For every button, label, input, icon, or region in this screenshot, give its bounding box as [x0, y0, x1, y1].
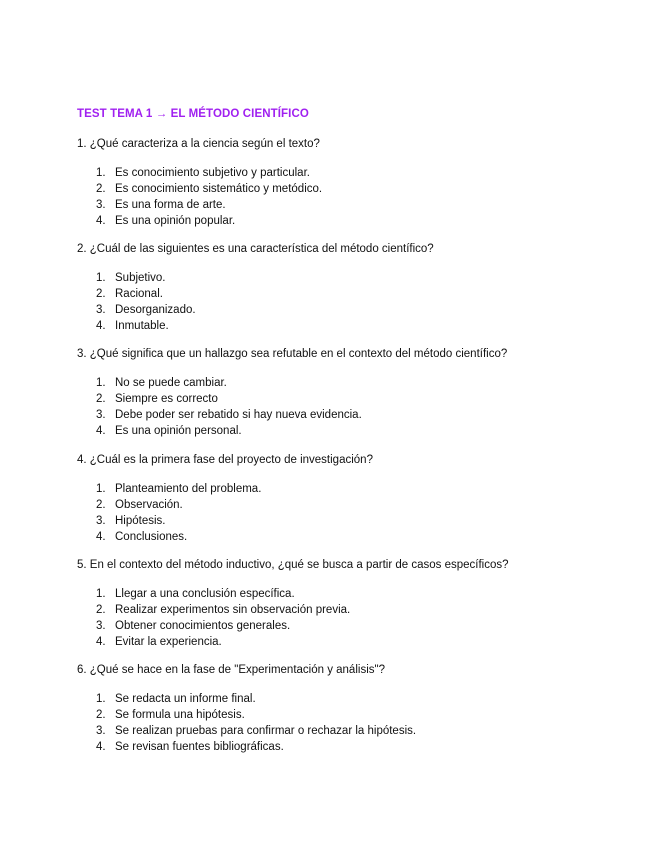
option-number: 1.	[96, 272, 106, 284]
option-number: 4.	[96, 425, 106, 437]
option-text: Conclusiones.	[115, 531, 188, 543]
option-number: 2.	[96, 183, 106, 195]
option-number: 2.	[96, 288, 106, 300]
option-number: 4.	[96, 320, 106, 332]
option-number: 1.	[96, 377, 106, 389]
options-list	[77, 270, 637, 334]
document-title: TEST TEMA 1 → EL MÉTODO CIENTÍFICO	[77, 108, 309, 120]
option-item	[77, 634, 637, 650]
question-4	[77, 453, 637, 545]
option-text: Planteamiento del problema.	[115, 483, 262, 495]
option-item	[77, 407, 637, 423]
option-text: Inmutable.	[115, 320, 169, 332]
option-number: 4.	[96, 215, 106, 227]
option-number: 3.	[96, 199, 106, 211]
option-text: Es conocimiento sistemático y metódico.	[115, 183, 323, 195]
option-item	[77, 423, 637, 439]
question-text: 6. ¿Qué se hace en la fase de "Experimentación y análisis"?	[77, 664, 385, 676]
option-text: Realizar experimentos sin observación previa.	[115, 604, 351, 616]
question-5	[77, 558, 637, 650]
option-number: 1.	[96, 483, 106, 495]
option-text: Racional.	[115, 288, 163, 300]
question-text: 1. ¿Qué caracteriza a la ciencia según el texto?	[77, 138, 320, 150]
option-item	[77, 618, 637, 634]
option-number: 1.	[96, 167, 106, 179]
question-1	[77, 137, 637, 229]
option-item	[77, 602, 637, 618]
option-text: Es una opinión popular.	[115, 215, 236, 227]
option-number: 2.	[96, 499, 106, 511]
option-number: 3.	[96, 620, 106, 632]
options-list	[77, 586, 637, 650]
option-item	[77, 286, 637, 302]
option-number: 4.	[96, 531, 106, 543]
question-text: 4. ¿Cuál es la primera fase del proyecto de investigación?	[77, 454, 373, 466]
option-number: 2.	[96, 604, 106, 616]
option-text: Se realizan pruebas para confirmar o rechazar la hipótesis.	[115, 725, 417, 737]
question-3	[77, 347, 637, 439]
option-text: Se formula una hipótesis.	[115, 709, 245, 721]
option-item	[77, 529, 637, 545]
question-text: 5. En el contexto del método inductivo, ¿qué se busca a partir de casos específicos?	[77, 559, 509, 571]
option-text: Es una opinión personal.	[115, 425, 242, 437]
option-text: Debe poder ser rebatido si hay nueva evidencia.	[115, 409, 362, 421]
option-item	[77, 723, 637, 739]
option-number: 1.	[96, 588, 106, 600]
option-text: Es conocimiento subjetivo y particular.	[115, 167, 310, 179]
option-text: Es una forma de arte.	[115, 199, 226, 211]
option-number: 3.	[96, 409, 106, 421]
option-number: 3.	[96, 304, 106, 316]
option-item	[77, 481, 637, 497]
option-item	[77, 707, 637, 723]
option-number: 4.	[96, 741, 106, 753]
option-text: Se redacta un informe final.	[115, 693, 256, 705]
option-item	[77, 586, 637, 602]
option-item	[77, 270, 637, 286]
option-number: 3.	[96, 515, 106, 527]
question-text: 3. ¿Qué significa que un hallazgo sea refutable en el contexto del método científico?	[77, 348, 508, 360]
option-item	[77, 213, 637, 229]
option-item	[77, 513, 637, 529]
option-text: Evitar la experiencia.	[115, 636, 222, 648]
option-item	[77, 497, 637, 513]
question-6	[77, 663, 637, 755]
option-number: 2.	[96, 709, 106, 721]
option-item	[77, 391, 637, 407]
option-item	[77, 197, 637, 213]
options-list	[77, 691, 637, 755]
option-item	[77, 739, 637, 755]
option-item	[77, 165, 637, 181]
option-item	[77, 691, 637, 707]
option-item	[77, 302, 637, 318]
options-list	[77, 481, 637, 545]
option-text: Observación.	[115, 499, 183, 511]
option-text: No se puede cambiar.	[115, 377, 227, 389]
option-item	[77, 181, 637, 197]
option-number: 4.	[96, 636, 106, 648]
option-number: 2.	[96, 393, 106, 405]
option-text: Siempre es correcto	[115, 393, 218, 405]
option-text: Subjetivo.	[115, 272, 166, 284]
options-list	[77, 165, 637, 229]
option-item	[77, 318, 637, 334]
option-number: 1.	[96, 693, 106, 705]
option-text: Desorganizado.	[115, 304, 196, 316]
option-text: Se revisan fuentes bibliográficas.	[115, 741, 284, 753]
question-2	[77, 242, 637, 334]
option-item	[77, 375, 637, 391]
option-number: 3.	[96, 725, 106, 737]
options-list	[77, 375, 637, 439]
option-text: Llegar a una conclusión específica.	[115, 588, 295, 600]
option-text: Obtener conocimientos generales.	[115, 620, 291, 632]
question-text: 2. ¿Cuál de las siguientes es una característica del método científico?	[77, 243, 434, 255]
option-text: Hipótesis.	[115, 515, 166, 527]
